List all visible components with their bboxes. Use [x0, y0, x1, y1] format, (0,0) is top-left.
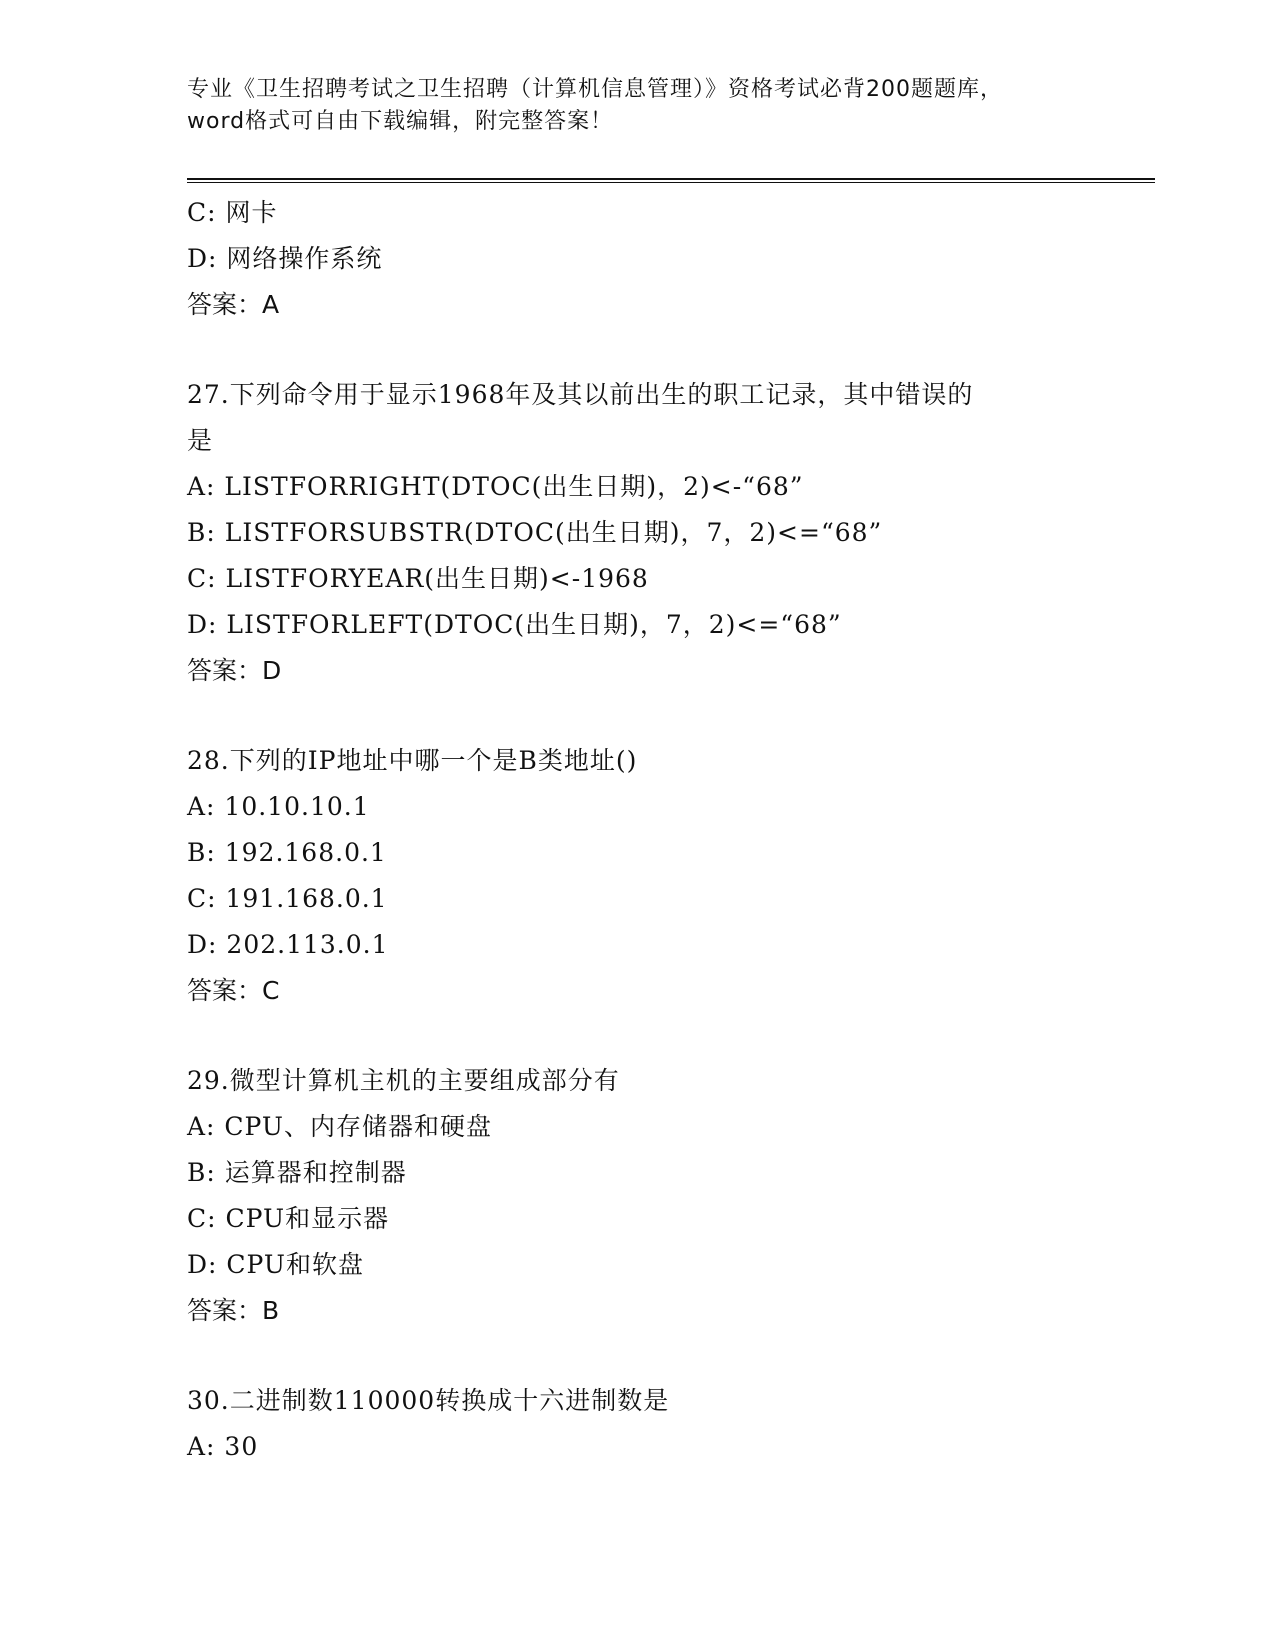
option-c: C: LISTFORYEAR(出生日期)<-1968: [187, 564, 649, 593]
option-a: A: 30: [187, 1432, 259, 1461]
option-b: B: 运算器和控制器: [187, 1158, 407, 1187]
header-divider: [187, 178, 1155, 183]
answer-line: 答案：A: [187, 290, 280, 319]
question-text-continued: 是: [187, 426, 214, 455]
option-b: B: 192.168.0.1: [187, 838, 387, 867]
question-block: [187, 190, 1087, 328]
question-block: [187, 1058, 1087, 1334]
question-text: 27.下列命令用于显示1968年及其以前出生的职工记录，其中错误的: [187, 380, 974, 409]
option-a: A: LISTFORRIGHT(DTOC(出生日期)，2)<-“68”: [187, 472, 804, 501]
answer-line: 答案：C: [187, 976, 280, 1005]
option-a: A: 10.10.10.1: [187, 792, 370, 821]
option-d: D: LISTFORLEFT(DTOC(出生日期)，7，2)<=“68”: [187, 610, 842, 639]
option-d: D: CPU和软盘: [187, 1250, 364, 1279]
answer-line: 答案：B: [187, 1296, 280, 1325]
option-c: C: 网卡: [187, 198, 278, 227]
question-block: [187, 1378, 1087, 1470]
question-list: [187, 190, 1087, 1470]
option-a: A: CPU、内存储器和硬盘: [187, 1112, 493, 1141]
question-text: 30.二进制数110000转换成十六进制数是: [187, 1386, 670, 1415]
option-d: D: 网络操作系统: [187, 244, 383, 273]
question-text: 29.微型计算机主机的主要组成部分有: [187, 1066, 620, 1095]
header-line-2: word格式可自由下载编辑，附完整答案！: [187, 109, 614, 134]
header-line-1: 专业《卫生招聘考试之卫生招聘（计算机信息管理）》资格考试必背200题题库，: [187, 77, 1003, 102]
page-header: [187, 74, 1087, 138]
option-d: D: 202.113.0.1: [187, 930, 389, 959]
question-block: [187, 372, 1087, 694]
option-b: B: LISTFORSUBSTR(DTOC(出生日期)，7，2)<=“68”: [187, 518, 883, 547]
option-c: C: CPU和显示器: [187, 1204, 390, 1233]
option-c: C: 191.168.0.1: [187, 884, 388, 913]
question-text: 28.下列的IP地址中哪一个是B类地址(): [187, 746, 638, 775]
answer-line: 答案：D: [187, 656, 282, 685]
question-block: [187, 738, 1087, 1014]
